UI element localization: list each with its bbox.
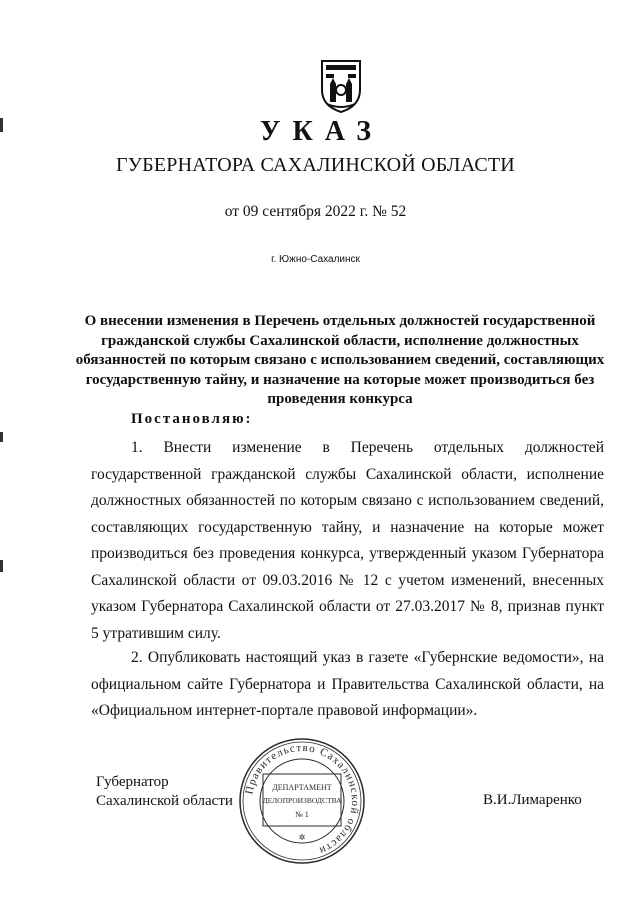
- stamp-box-line-3: № 1: [295, 810, 309, 819]
- signature-position-line-2: Сахалинской области: [96, 793, 233, 809]
- signatory-name: В.И.Лимаренко: [483, 792, 582, 808]
- document-title: УКАЗ: [259, 116, 384, 147]
- paragraph-1: 1. Внести изменение в Перечень отдельных должностей государственной гражданской службы Сахалинской области, исполнение должностных обязанностей по которым связано с использованием сведений, составляющих государственную тайну, и назначение на которые может производиться без проведения конкурса, утвержденный указом Губернатора Сахалинской области от 09.03.2016 № 12 с учетом изменений, внесенных указом Губернатора Сахалинской области от 27.03.2017 № 8, признав пункт 5 утратившим силу.: [91, 439, 604, 642]
- scan-edge-mark: [0, 560, 3, 572]
- scan-edge-mark: [0, 432, 3, 442]
- stamp-box-line-2: ДЕЛОПРОИЗВОДСТВА: [262, 796, 342, 805]
- stamp-star-icon: ✲: [298, 833, 306, 842]
- signature-position-line-1: Губернатор: [96, 774, 169, 790]
- coat-of-arms-icon: [318, 58, 364, 114]
- document-subtitle: ГУБЕРНАТОРА САХАЛИНСКОЙ ОБЛАСТИ: [116, 154, 515, 176]
- official-stamp: [237, 736, 367, 866]
- paragraph-2: 2. Опубликовать настоящий указ в газете «Губернские ведомости», на официальном сайте Губернатора и Правительства Сахалинской области, на «Официальном интернет-портале правовой информации».: [91, 649, 604, 719]
- document-heading: О внесении изменения в Перечень отдельных должностей государственной гражданской службы Сахалинской области, исполнение должностных обязанностей по которым связано с использованием сведений, составляющих государственную тайну, и назначение на которые может производиться без проведения конкурса: [75, 313, 605, 407]
- decree-word: Постановляю:: [131, 411, 253, 427]
- document-date-number: от 09 сентября 2022 г. № 52: [224, 203, 407, 220]
- stamp-box-line-1: ДЕПАРТАМЕНТ: [272, 783, 332, 792]
- stamp-ring-text: Правительство Сахалинской области: [243, 741, 362, 857]
- document-city: г. Южно-Сахалинск: [271, 254, 360, 265]
- signature-position: [96, 773, 233, 811]
